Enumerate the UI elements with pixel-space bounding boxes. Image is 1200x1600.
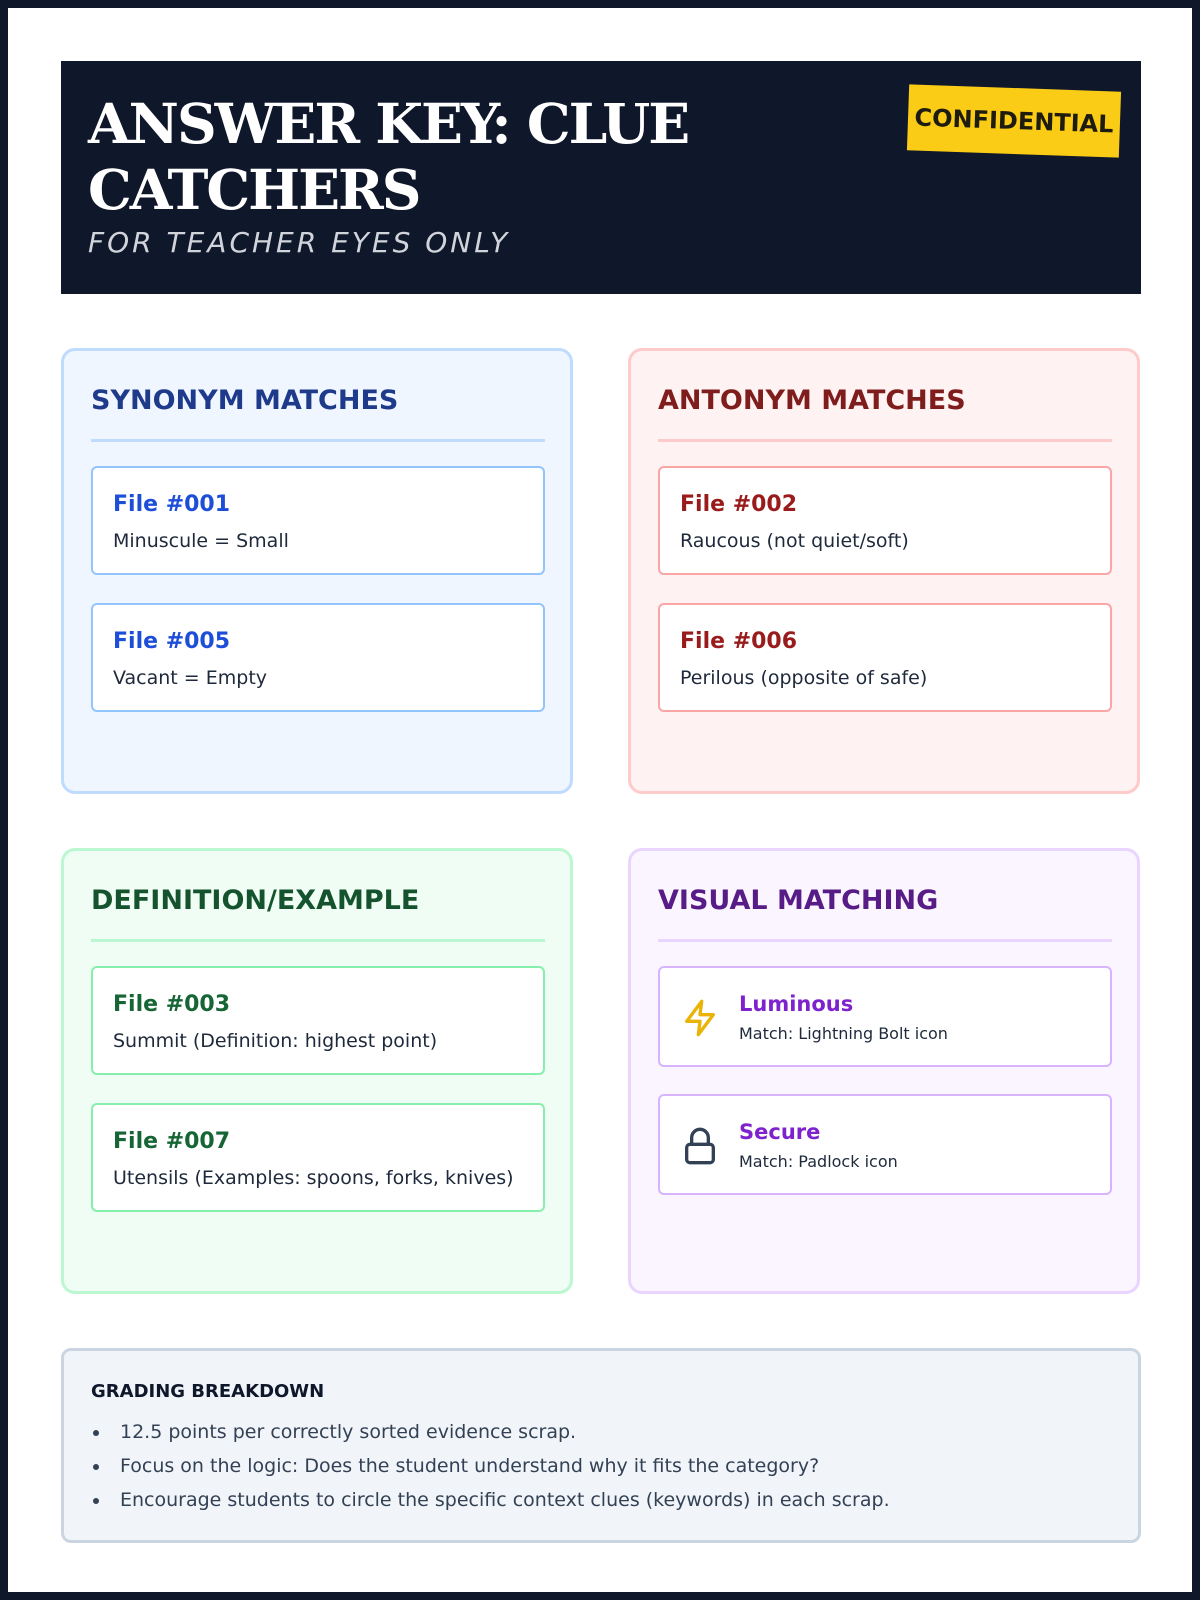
icon-match: Match: Lightning Bolt icon [739,1024,948,1043]
visual-section [628,848,1140,1294]
synonym-section [61,348,573,794]
answer-key-page [8,8,1192,1592]
vocab-word: Secure [739,1120,821,1144]
evidence-answer: Utensils (Examples: spoons, forks, knives) [113,1167,514,1189]
evidence-answer: Vacant = Empty [113,667,268,689]
evidence-card [91,966,545,1075]
file-number: File #003 [113,992,231,1017]
evidence-answer: Raucous (not quiet/soft) [680,530,909,552]
section-heading: SYNONYM MATCHES [91,385,399,416]
evidence-card [658,603,1112,712]
section-heading: ANTONYM MATCHES [658,385,966,416]
visual-match-card [658,1094,1112,1195]
page-subtitle: FOR TEACHER EYES ONLY [88,226,511,259]
padlock-icon [680,1124,720,1168]
page-title: ANSWER KEY: CLUE CATCHERS [88,91,689,222]
evidence-card [91,466,545,575]
grading-bullet: Encourage students to circle the specific context clues (keywords) in each scrap. [91,1489,890,1523]
confidential-stamp: CONFIDENTIAL [907,84,1121,157]
lightning-bolt-icon [680,996,720,1040]
grading-title: GRADING BREAKDOWN [91,1381,325,1402]
file-number: File #006 [680,629,798,654]
file-number: File #002 [680,492,798,517]
evidence-card [91,603,545,712]
evidence-answer: Minuscule = Small [113,530,289,552]
file-number: File #001 [113,492,231,517]
grading-breakdown [61,1348,1141,1543]
visual-match-card [658,966,1112,1067]
section-divider [658,439,1112,442]
file-number: File #005 [113,629,231,654]
file-number: File #007 [113,1129,231,1154]
section-divider [91,439,545,442]
section-heading: DEFINITION/EXAMPLE [91,885,420,916]
evidence-card [658,466,1112,575]
section-heading: VISUAL MATCHING [658,885,939,916]
grading-bullet: 12.5 points per correctly sorted evidence scrap. [91,1421,890,1455]
evidence-answer: Summit (Definition: highest point) [113,1030,438,1052]
evidence-answer: Perilous (opposite of safe) [680,667,928,689]
icon-match: Match: Padlock icon [739,1152,898,1171]
grading-bullet: Focus on the logic: Does the student understand why it fits the category? [91,1455,890,1489]
antonym-section [628,348,1140,794]
definition-section [61,848,573,1294]
section-divider [91,939,545,942]
header-banner [61,61,1141,294]
section-divider [658,939,1112,942]
evidence-card [91,1103,545,1212]
vocab-word: Luminous [739,992,854,1016]
grading-list [91,1421,890,1523]
